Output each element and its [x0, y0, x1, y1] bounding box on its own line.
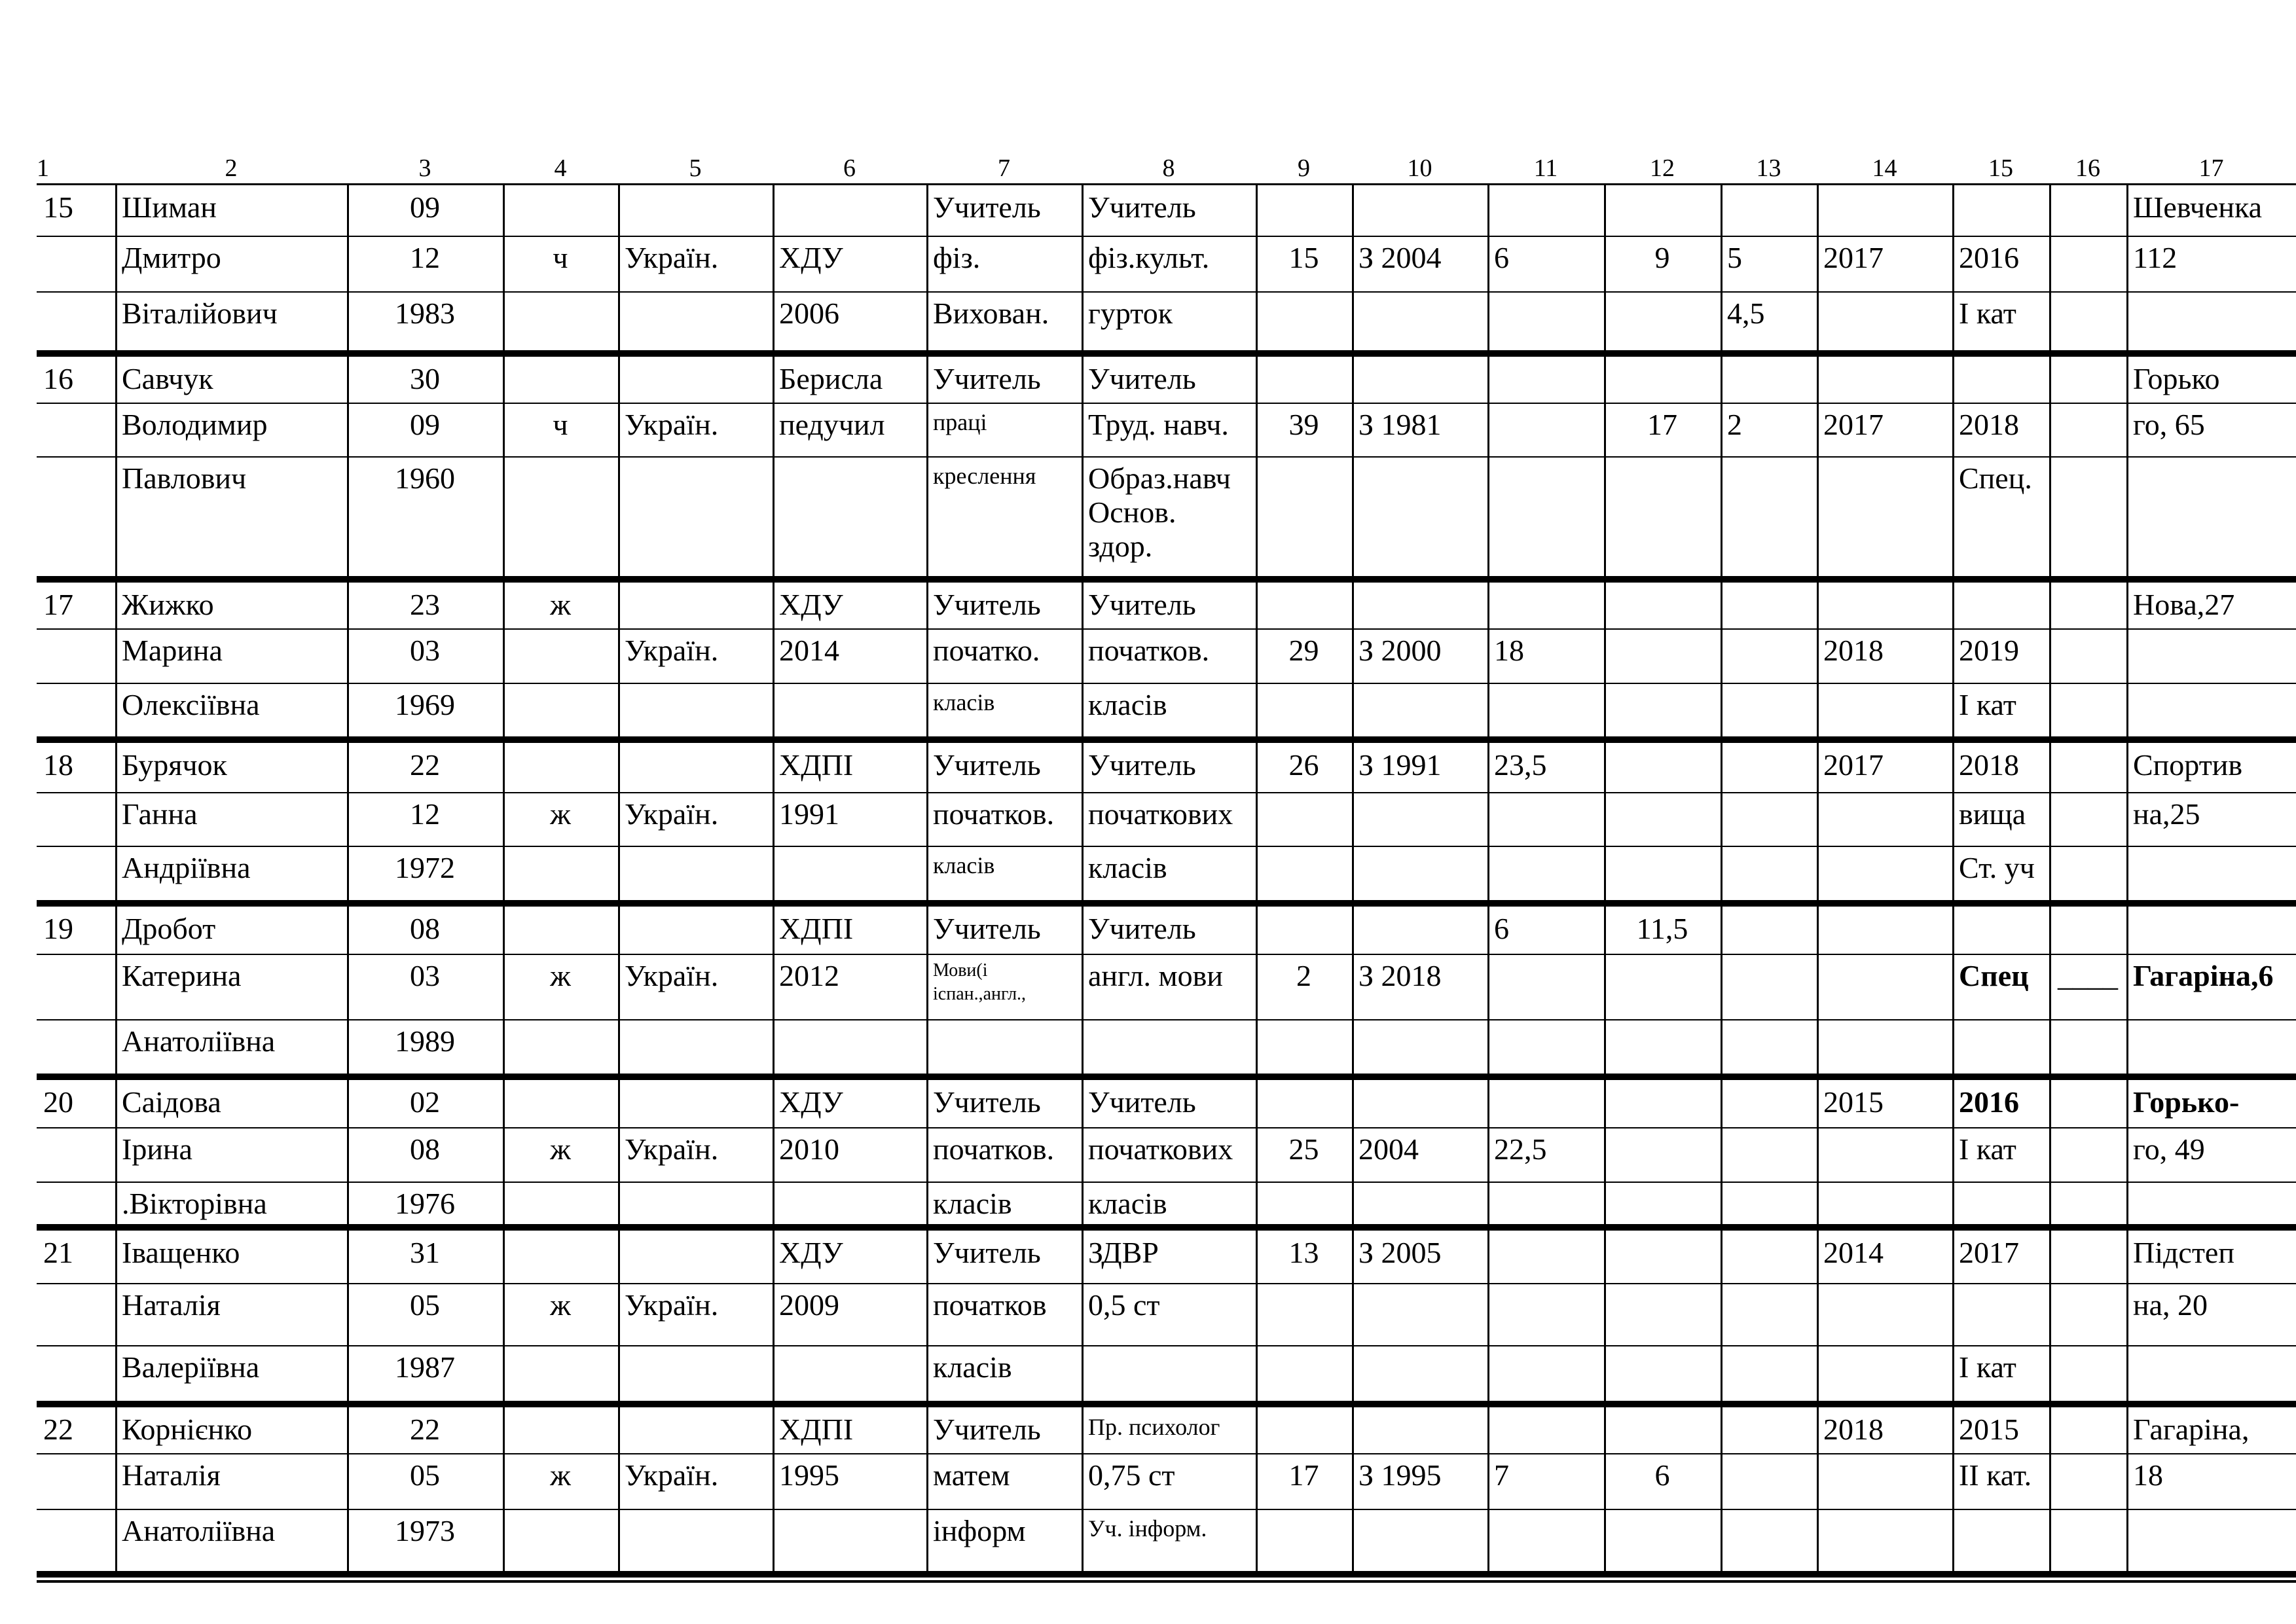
cell-name-line2: Володимир: [122, 408, 268, 441]
column-divider: [503, 357, 505, 576]
column-divider: [1604, 743, 1606, 900]
cell-name-line2: Ганна: [122, 797, 198, 831]
column-number-2: 2: [225, 154, 238, 182]
cell-birth-line1: 22: [410, 748, 440, 782]
cell-c17-line1: Гагаріна,: [2133, 1413, 2250, 1446]
column-divider: [1256, 357, 1258, 576]
record-separator: [37, 350, 2296, 357]
cell-spec-line3: класів: [933, 689, 995, 715]
cell-c10-line2: 2004: [1358, 1132, 1419, 1166]
cell-post-line1: ЗДВР: [1088, 1236, 1159, 1269]
cell-c15-line3: І кат: [1959, 297, 2016, 330]
cell-c10-line1: З 2005: [1358, 1236, 1442, 1269]
cell-post-line1: Учитель: [1088, 912, 1196, 945]
cell-sex-line2: ж: [550, 1132, 571, 1166]
cell-c9-line2: 17: [1288, 1458, 1319, 1492]
column-divider: [2049, 743, 2051, 900]
cell-c11-line1: 23,5: [1494, 748, 1547, 782]
cell-post-line3: Уч. інформ.: [1088, 1515, 1207, 1542]
table-bottom-rule: [37, 1580, 2296, 1583]
cell-name-line2: Дмитро: [122, 241, 221, 274]
cell-birth-line2: 09: [410, 408, 440, 441]
column-divider: [1817, 357, 1819, 576]
column-divider: [618, 357, 620, 576]
cell-c17-line2: го, 65: [2133, 408, 2205, 441]
cell-c11-line1: 6: [1494, 912, 1509, 945]
cell-edu-line1: ХДУ: [779, 588, 843, 621]
cell-c15-line3: І кат: [1959, 688, 2016, 721]
cell-c12-line2: 6: [1654, 1458, 1670, 1492]
column-divider: [2049, 583, 2051, 736]
cell-birth-line3: 1976: [395, 1187, 455, 1220]
column-divider: [1487, 1231, 1489, 1401]
column-divider: [1817, 907, 1819, 1074]
cell-spec-line2: праці: [933, 409, 987, 435]
row-divider: [37, 1453, 2296, 1454]
cell-name-line1: Саідова: [122, 1085, 221, 1119]
cell-nat-line2: Україн.: [625, 408, 719, 441]
cell-name-line3: Анатоліївна: [122, 1024, 276, 1058]
cell-c11-line2: 18: [1494, 634, 1524, 667]
cell-c17-line1: Спортив: [2133, 748, 2243, 782]
cell-c12-line2: 17: [1647, 408, 1677, 441]
column-number-3: 3: [418, 154, 431, 182]
column-divider: [1721, 1231, 1722, 1401]
row-divider: [37, 456, 2296, 458]
cell-sex-line2: ч: [553, 408, 568, 441]
cell-c17-line2: го, 49: [2133, 1132, 2205, 1166]
row-divider: [37, 846, 2296, 847]
row-divider: [37, 1127, 2296, 1128]
cell-spec-line1: Учитель: [933, 912, 1041, 945]
cell-birth-line3: 1969: [395, 688, 455, 721]
cell-name-line1: Савчук: [122, 362, 213, 395]
cell-birth-line2: 12: [410, 241, 440, 274]
column-divider: [2049, 1231, 2051, 1401]
record-number: 16: [43, 362, 73, 395]
cell-post-line2: 0,75 ст: [1088, 1458, 1175, 1492]
cell-nat-line2: Україн.: [625, 1458, 719, 1492]
cell-birth-line2: 03: [410, 959, 440, 992]
cell-name-line3: Віталійович: [122, 297, 278, 330]
cell-post-line1: Учитель: [1088, 190, 1196, 224]
cell-c10-line2: З 1995: [1358, 1458, 1442, 1492]
cell-spec-line3: класів: [933, 852, 995, 878]
record-number: 15: [43, 190, 73, 224]
header-rule: [37, 183, 2296, 185]
cell-edu-line2: 1995: [779, 1458, 839, 1492]
cell-spec-line1: Учитель: [933, 588, 1041, 621]
cell-c17-line1: Шевченка: [2133, 190, 2263, 224]
column-divider: [2049, 185, 2051, 350]
cell-birth-line2: 05: [410, 1288, 440, 1322]
cell-edu-line1: ХДУ: [779, 1236, 843, 1269]
cell-sex-line2: ж: [550, 959, 571, 992]
cell-c17-line1: Підстеп: [2133, 1236, 2234, 1269]
cell-c15-line2: 2019: [1959, 634, 2019, 667]
cell-c17-line1: Горько-: [2133, 1085, 2240, 1119]
cell-birth-line2: 05: [410, 1458, 440, 1492]
cell-edu-line1: ХДПІ: [779, 1413, 854, 1446]
cell-post-line1: Учитель: [1088, 1085, 1196, 1119]
cell-spec-line1: Учитель: [933, 1413, 1041, 1446]
cell-c17-line2: на,25: [2133, 797, 2200, 831]
column-divider: [1721, 1407, 1722, 1571]
cell-name-line3: Анатоліївна: [122, 1514, 276, 1547]
cell-c14-line2: 2017: [1823, 408, 1884, 441]
cell-c13-line2: 5: [1727, 241, 1742, 274]
cell-c14-line1: 2015: [1823, 1085, 1884, 1119]
cell-name-line3: Андріївна: [122, 851, 251, 884]
column-number-12: 12: [1650, 154, 1675, 182]
cell-c15-line1: 2016: [1959, 1085, 2019, 1119]
cell-birth-line1: 31: [410, 1236, 440, 1269]
cell-spec-line3: класів: [933, 1350, 1012, 1384]
record-separator: [37, 1401, 2296, 1407]
cell-spec-line3: інформ: [933, 1514, 1026, 1547]
cell-post-line1: Учитель: [1088, 748, 1196, 782]
cell-nat-line2: Україн.: [625, 959, 719, 992]
cell-sex-line2: ж: [550, 1288, 571, 1322]
cell-c9-line2: 15: [1288, 241, 1319, 274]
column-divider: [1721, 1080, 1722, 1224]
cell-spec-line3: Вихован.: [933, 297, 1049, 330]
cell-post-line1: Пр. психолог: [1088, 1414, 1220, 1440]
cell-name-line2: Марина: [122, 634, 223, 667]
column-number-16: 16: [2075, 154, 2100, 182]
column-divider: [1604, 1080, 1606, 1224]
cell-edu-line2: ХДУ: [779, 241, 843, 274]
record-separator: [37, 576, 2296, 583]
cell-c17-line1: Нова,27: [2133, 588, 2235, 621]
cell-c9-line1: 13: [1288, 1236, 1319, 1269]
cell-c9-line1: 26: [1288, 748, 1319, 782]
cell-post-line2: початков.: [1088, 634, 1210, 667]
cell-edu-line2: 1991: [779, 797, 839, 831]
cell-edu-line2: 2014: [779, 634, 839, 667]
cell-post-line3: Образ.навч Основ. здор.: [1088, 461, 1231, 563]
cell-birth-line1: 23: [410, 588, 440, 621]
cell-birth-line1: 22: [410, 1413, 440, 1446]
cell-post-line3: класів: [1088, 688, 1167, 721]
cell-c16-line2: ____: [2058, 959, 2118, 992]
column-number-11: 11: [1533, 154, 1558, 182]
cell-sex-line2: ч: [553, 241, 568, 274]
cell-name-line1: Шиман: [122, 190, 217, 224]
column-number-15: 15: [1988, 154, 2013, 182]
cell-birth-line2: 12: [410, 797, 440, 831]
row-divider: [37, 236, 2296, 237]
column-number-5: 5: [689, 154, 702, 182]
cell-c15-line1: 2015: [1959, 1413, 2019, 1446]
record-number: 18: [43, 748, 73, 782]
cell-name-line1: Жижко: [122, 588, 214, 621]
record-separator: [37, 900, 2296, 907]
cell-name-line2: Наталія: [122, 1288, 221, 1322]
cell-birth-line3: 1989: [395, 1024, 455, 1058]
cell-nat-line2: Україн.: [625, 634, 719, 667]
record-separator: [37, 1571, 2296, 1578]
cell-c10-line2: З 2018: [1358, 959, 1442, 992]
cell-spec-line1: Учитель: [933, 190, 1041, 224]
cell-c13-line2: 2: [1727, 408, 1742, 441]
record-number: 17: [43, 588, 73, 621]
cell-edu-line2: педучил: [779, 408, 885, 441]
cell-name-line1: Дробот: [122, 912, 216, 945]
column-divider: [1721, 743, 1722, 900]
cell-c10-line1: З 1991: [1358, 748, 1442, 782]
cell-name-line2: Катерина: [122, 959, 242, 992]
cell-c15-line2: вища: [1959, 797, 2026, 831]
column-divider: [1604, 583, 1606, 736]
cell-edu-line2: 2012: [779, 959, 839, 992]
cell-nat-line2: Україн.: [625, 241, 719, 274]
cell-spec-line1: Учитель: [933, 748, 1041, 782]
cell-birth-line2: 08: [410, 1132, 440, 1166]
cell-edu-line1: Берисла: [779, 362, 883, 395]
cell-c9-line2: 2: [1296, 959, 1311, 992]
cell-sex-line1: ж: [550, 588, 571, 621]
column-divider: [1721, 357, 1722, 576]
cell-c11-line2: 6: [1494, 241, 1509, 274]
cell-sex-line2: ж: [550, 797, 571, 831]
row-divider: [37, 628, 2296, 630]
cell-post-line1: Учитель: [1088, 588, 1196, 621]
column-divider: [1604, 357, 1606, 576]
cell-name-line1: Корнієнко: [122, 1413, 253, 1446]
column-divider: [2049, 1080, 2051, 1224]
cell-c10-line2: З 2000: [1358, 634, 1442, 667]
column-divider: [2049, 1407, 2051, 1571]
cell-spec-line2: матем: [933, 1458, 1010, 1492]
column-number-17: 17: [2198, 154, 2224, 182]
cell-c14-line1: 2017: [1823, 748, 1884, 782]
record-number: 21: [43, 1236, 73, 1269]
cell-name-line3: .Вікторівна: [122, 1187, 267, 1220]
record-separator: [37, 736, 2296, 743]
cell-birth-line3: 1972: [395, 851, 455, 884]
cell-name-line3: Павлович: [122, 461, 247, 495]
cell-spec-line1: Учитель: [933, 362, 1041, 395]
cell-c17-line2: на, 20: [2133, 1288, 2208, 1322]
cell-spec-line2: Мови(і іспан.,англ.,: [933, 960, 1027, 1004]
cell-c17-line1: Горько: [2133, 362, 2220, 395]
column-divider: [1487, 357, 1489, 576]
cell-c14-line2: 2018: [1823, 634, 1884, 667]
cell-c15-line3: Ст. уч: [1959, 851, 2035, 884]
cell-post-line2: початкових: [1088, 1132, 1233, 1166]
cell-c15-line2: 2018: [1959, 408, 2019, 441]
record-number: 20: [43, 1085, 73, 1119]
cell-c12-line1: 11,5: [1636, 912, 1688, 945]
cell-post-line2: Труд. навч.: [1088, 408, 1229, 441]
cell-c15-line2: Спец: [1959, 959, 2029, 992]
cell-c10-line2: З 2004: [1358, 241, 1442, 274]
column-number-6: 6: [843, 154, 856, 182]
cell-spec-line2: початко.: [933, 634, 1040, 667]
cell-spec-line2: початков.: [933, 1132, 1055, 1166]
cell-edu-line1: ХДПІ: [779, 912, 854, 945]
row-divider: [37, 1019, 2296, 1020]
cell-c10-line2: З 1981: [1358, 408, 1442, 441]
cell-name-line3: Олексіївна: [122, 688, 260, 721]
cell-birth-line3: 1973: [395, 1514, 455, 1547]
cell-c17-line2: Гагаріна,6: [2133, 959, 2274, 992]
cell-spec-line2: початков: [933, 1288, 1047, 1322]
cell-c15-line1: 2017: [1959, 1236, 2019, 1269]
column-divider: [2049, 357, 2051, 576]
cell-spec-line1: Учитель: [933, 1236, 1041, 1269]
cell-edu-line3: 2006: [779, 297, 839, 330]
column-number-14: 14: [1872, 154, 1897, 182]
column-number-13: 13: [1756, 154, 1781, 182]
cell-birth-line3: 1960: [395, 461, 455, 495]
cell-c9-line2: 29: [1288, 634, 1319, 667]
cell-post-line2: англ. мови: [1088, 959, 1223, 992]
column-number-1: 1: [37, 154, 49, 182]
cell-birth-line3: 1983: [395, 297, 455, 330]
row-divider: [37, 1283, 2296, 1284]
cell-spec-line3: класів: [933, 1187, 1012, 1220]
cell-nat-line2: Україн.: [625, 1132, 719, 1166]
cell-birth-line1: 30: [410, 362, 440, 395]
column-number-7: 7: [998, 154, 1010, 182]
cell-post-line2: початкових: [1088, 797, 1233, 831]
cell-c9-line2: 39: [1288, 408, 1319, 441]
cell-c11-line2: 7: [1494, 1458, 1509, 1492]
cell-edu-line1: ХДУ: [779, 1085, 843, 1119]
column-divider: [1721, 907, 1722, 1074]
cell-spec-line2: фіз.: [933, 241, 981, 274]
cell-c15-line3: І кат: [1959, 1350, 2016, 1384]
cell-edu-line2: 2010: [779, 1132, 839, 1166]
record-number: 22: [43, 1413, 73, 1446]
cell-edu-line1: ХДПІ: [779, 748, 854, 782]
cell-name-line1: Іващенко: [122, 1236, 240, 1269]
cell-post-line2: фіз.культ.: [1088, 241, 1210, 274]
cell-post-line3: класів: [1088, 851, 1167, 884]
row-divider: [37, 1182, 2296, 1183]
cell-c11-line2: 22,5: [1494, 1132, 1547, 1166]
cell-post-line2: 0,5 ст: [1088, 1288, 1160, 1322]
record-number: 19: [43, 912, 73, 945]
cell-c13-line3: 4,5: [1727, 297, 1765, 330]
cell-name-line1: Бурячок: [122, 748, 227, 782]
cell-birth-line3: 1987: [395, 1350, 455, 1384]
row-divider: [37, 792, 2296, 793]
cell-post-line3: класів: [1088, 1187, 1167, 1220]
cell-birth-line1: 09: [410, 190, 440, 224]
cell-spec-line1: Учитель: [933, 1085, 1041, 1119]
record-separator: [37, 1074, 2296, 1080]
column-number-4: 4: [554, 154, 567, 182]
cell-birth-line1: 02: [410, 1085, 440, 1119]
cell-c14-line1: 2014: [1823, 1236, 1884, 1269]
row-divider: [37, 291, 2296, 293]
cell-spec-line2: початков.: [933, 797, 1055, 831]
cell-c14-line1: 2018: [1823, 1413, 1884, 1446]
column-divider: [1721, 583, 1722, 736]
record-separator: [37, 1224, 2296, 1231]
cell-c15-line2: ІІ кат.: [1959, 1458, 2032, 1492]
cell-c14-line2: 2017: [1823, 241, 1884, 274]
cell-sex-line2: ж: [550, 1458, 571, 1492]
row-divider: [37, 1345, 2296, 1346]
cell-nat-line2: Україн.: [625, 797, 719, 831]
cell-c15-line2: І кат: [1959, 1132, 2016, 1166]
cell-birth-line2: 03: [410, 634, 440, 667]
cell-c12-line2: 9: [1654, 241, 1670, 274]
row-divider: [37, 683, 2296, 684]
cell-post-line3: гурток: [1088, 297, 1173, 330]
row-divider: [37, 954, 2296, 955]
cell-birth-line1: 08: [410, 912, 440, 945]
cell-c15-line1: 2018: [1959, 748, 2019, 782]
column-number-10: 10: [1407, 154, 1432, 182]
cell-c15-line3: Спец.: [1959, 461, 2032, 495]
cell-post-line1: Учитель: [1088, 362, 1196, 395]
column-number-9: 9: [1298, 154, 1310, 182]
cell-c17-line2: 18: [2133, 1458, 2163, 1492]
cell-spec-line3: креслення: [933, 463, 1036, 489]
cell-edu-line2: 2009: [779, 1288, 839, 1322]
cell-name-line2: Наталія: [122, 1458, 221, 1492]
column-divider: [1352, 357, 1354, 576]
cell-name-line2: Ірина: [122, 1132, 192, 1166]
column-number-8: 8: [1162, 154, 1175, 182]
cell-c17-line2: 112: [2133, 241, 2178, 274]
cell-c15-line2: 2016: [1959, 241, 2019, 274]
row-divider: [37, 1509, 2296, 1510]
cell-name-line3: Валеріївна: [122, 1350, 260, 1384]
cell-nat-line2: Україн.: [625, 1288, 719, 1322]
row-divider: [37, 403, 2296, 404]
cell-c9-line2: 25: [1288, 1132, 1319, 1166]
column-divider: [1604, 1231, 1606, 1401]
